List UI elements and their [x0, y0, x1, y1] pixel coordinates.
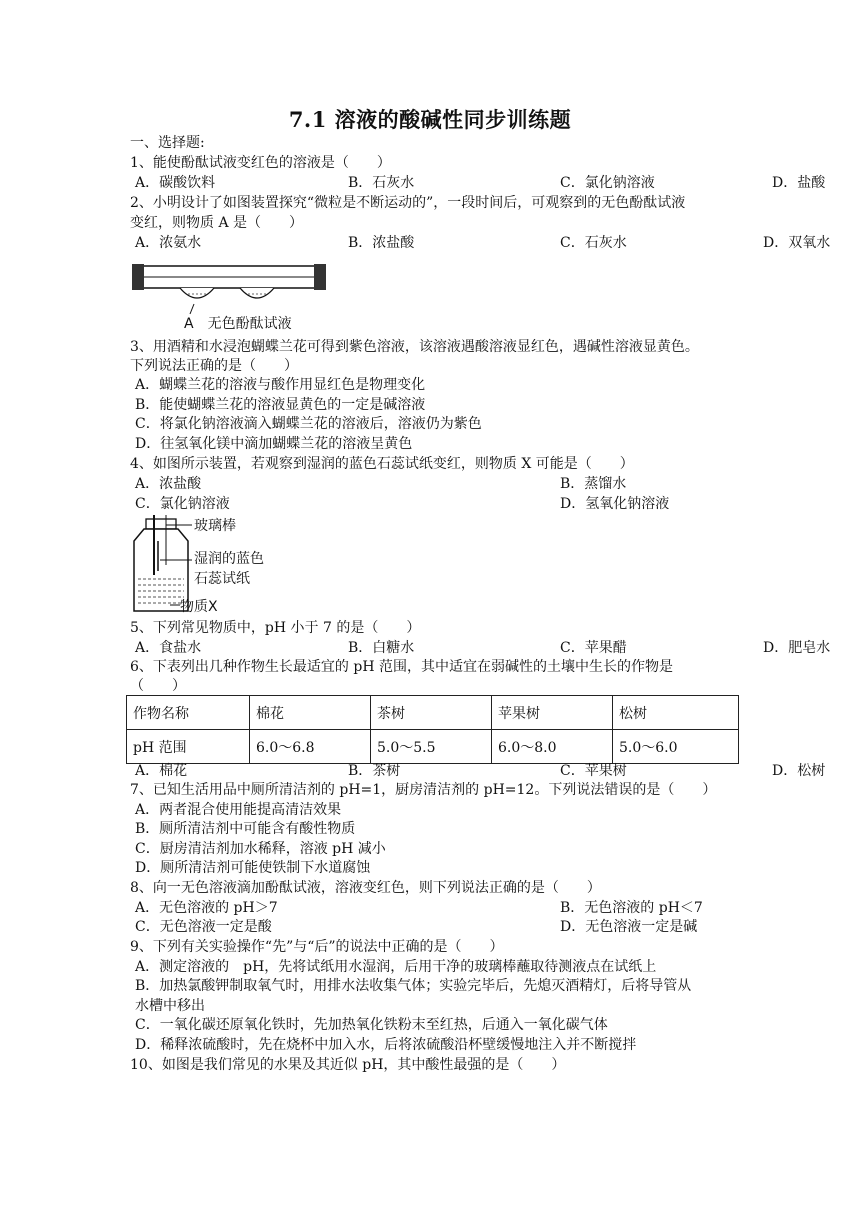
bottle-diagram: [130, 515, 290, 615]
q3-option-d: D．往氢氧化镁中滴加蝴蝶兰花的溶液呈黄色: [135, 436, 413, 452]
litmus-paper-label-1: 湿润的蓝色: [194, 551, 264, 567]
q1-option-b: B．石灰水: [348, 175, 415, 191]
q7-option-d: D．厕所清洁剂可能使铁制下水道腐蚀: [135, 860, 371, 876]
q1-option-c: C．氯化钠溶液: [560, 175, 655, 191]
table-cell: 松树: [613, 696, 739, 730]
q4-option-b: B．蒸馏水: [560, 476, 627, 492]
q1-option-a: A．碳酸饮料: [135, 175, 216, 191]
table-cell: 苹果树: [492, 696, 613, 730]
question-7-stem: 7、已知生活用品中厕所清洁剂的 pH=1，厨房清洁剂的 pH=12。下列说法错误的是（ ）: [130, 782, 717, 798]
q7-option-a: A．两者混合使用能提高清洁效果: [135, 802, 342, 818]
q2-option-a: A．浓氨水: [135, 235, 202, 251]
question-4-stem: 4、如图所示装置，若观察到湿润的蓝色石蕊试纸变红，则物质 X 可能是（ ）: [130, 456, 634, 472]
q4-option-c: C．氯化钠溶液: [135, 496, 230, 512]
question-6-stem-line2: （ ）: [130, 678, 186, 694]
question-2-stem-line2: 变红，则物质 A 是（ ）: [130, 215, 304, 231]
q2-option-b: B．浓盐酸: [348, 235, 415, 251]
question-8-stem: 8、向一无色溶液滴加酚酞试液，溶液变红色，则下列说法正确的是（ ）: [130, 880, 601, 896]
q9-option-a: A．测定溶液的 pH，先将试纸用水湿润，后用干净的玻璃棒蘸取待测液点在试纸上: [135, 959, 657, 975]
question-2-stem-line1: 2、小明设计了如图装置探究“微粒是不断运动的”，一段时间后，可观察到的无色酚酞试液: [130, 195, 686, 211]
q6-option-c: C．苹果树: [560, 763, 627, 779]
tube-diagram-label: A 无色酚酞试液: [184, 316, 292, 332]
ph-range-table: [126, 695, 739, 764]
table-cell: 6.0～6.8: [250, 730, 371, 764]
q5-option-a: A．食盐水: [135, 640, 202, 656]
glass-rod-label: 玻璃棒: [194, 518, 236, 534]
tube-diagram: [132, 260, 332, 332]
q9-option-b: B．加热氯酸钾制取氧气时，用排水法收集气体；实验完毕后，先熄灭酒精灯，后将导管从: [135, 978, 692, 994]
question-9-stem: 9、下列有关实验操作“先”与“后”的说法中正确的是（ ）: [130, 939, 504, 955]
q9-option-d: D．稀释浓硫酸时，先在烧杯中加入水，后将浓硫酸沿杯壁缓慢地注入并不断搅拌: [135, 1037, 637, 1053]
q5-option-b: B．白糖水: [348, 640, 415, 656]
q8-option-a: A．无色溶液的 pH＞7: [135, 900, 278, 916]
q3-option-a: A．蝴蝶兰花的溶液与酸作用显红色是物理变化: [135, 377, 426, 393]
q7-option-c: C．厨房清洁剂加水稀释，溶液 pH 减小: [135, 841, 386, 857]
q3-option-b: B．能使蝴蝶兰花的溶液显黄色的一定是碱溶液: [135, 397, 426, 413]
q2-option-d: D．双氧水: [763, 235, 831, 251]
table-row: [127, 696, 739, 730]
question-3-stem-line1: 3、用酒精和水浸泡蝴蝶兰花可得到紫色溶液，该溶液遇酸溶液显红色，遇碱性溶液显黄色。: [130, 339, 699, 355]
table-cell: 5.0～5.5: [371, 730, 492, 764]
q8-option-c: C．无色溶液一定是酸: [135, 919, 272, 935]
q8-option-b: B．无色溶液的 pH＜7: [560, 900, 703, 916]
question-3-stem-line2: 下列说法正确的是（ ）: [130, 358, 298, 374]
q8-option-d: D．无色溶液一定是碱: [560, 919, 698, 935]
table-cell: 5.0～6.0: [613, 730, 739, 764]
litmus-paper-label-2: 石蕊试纸: [194, 571, 250, 587]
q5-option-c: C．苹果醋: [560, 640, 627, 656]
question-5-stem: 5、下列常见物质中，pH 小于 7 的是（ ）: [130, 620, 421, 636]
q1-option-d: D．盐酸: [772, 175, 826, 191]
substance-x-label: 物质X: [180, 599, 218, 615]
q7-option-b: B．厕所清洁剂中可能含有酸性物质: [135, 821, 356, 837]
q2-option-c: C．石灰水: [560, 235, 627, 251]
q9-option-b-continued: 水槽中移出: [135, 998, 205, 1014]
section-heading: 一、选择题:: [130, 135, 205, 151]
table-row: [127, 730, 739, 764]
q5-option-d: D．肥皂水: [763, 640, 831, 656]
q6-option-a: A．棉花: [135, 763, 188, 779]
q4-option-a: A．浓盐酸: [135, 476, 202, 492]
page-title: 7.1 溶液的酸碱性同步训练题: [288, 107, 572, 132]
q4-option-d: D．氢氧化钠溶液: [560, 496, 670, 512]
table-cell: 棉花: [250, 696, 371, 730]
question-10-stem: 10、如图是我们常见的水果及其近似 pH，其中酸性最强的是（ ）: [130, 1057, 566, 1073]
q6-option-d: D．松树: [772, 763, 826, 779]
table-cell: pH 范围: [127, 730, 250, 764]
q9-option-c: C．一氧化碳还原氧化铁时，先加热氧化铁粉末至红热，后通入一氧化碳气体: [135, 1017, 608, 1033]
q3-option-c: C．将氯化钠溶液滴入蝴蝶兰花的溶液后，溶液仍为紫色: [135, 416, 482, 432]
question-6-stem-line1: 6、下表列出几种作物生长最适宜的 pH 范围，其中适宜在弱碱性的土壤中生长的作物是: [130, 659, 673, 675]
table-cell: 作物名称: [127, 696, 250, 730]
table-cell: 6.0～8.0: [492, 730, 613, 764]
q6-option-b: B．茶树: [348, 763, 401, 779]
table-cell: 茶树: [371, 696, 492, 730]
question-1-stem: 1、能使酚酞试液变红色的溶液是（ ）: [130, 155, 391, 171]
